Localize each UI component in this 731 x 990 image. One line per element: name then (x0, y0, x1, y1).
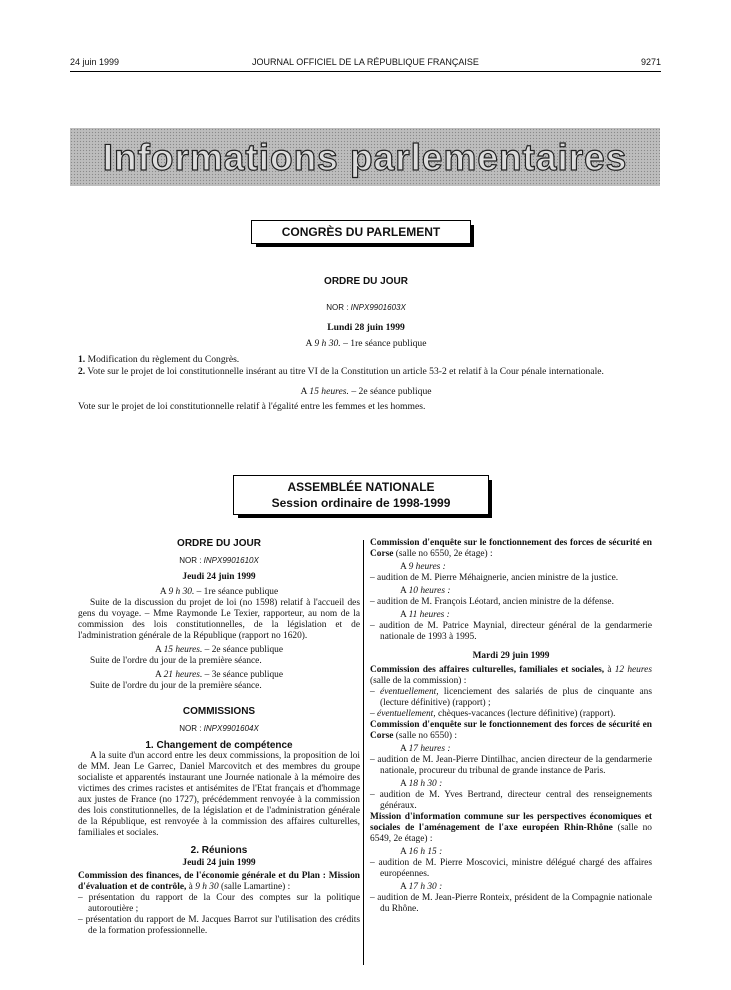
list-item: – audition de M. Pierre Méhaignerie, ancien ministre de la justice. (370, 573, 619, 583)
congres-section (78, 276, 654, 412)
list-item: – présentation du rapport de la Cour des comptes sur la politique autoroutière ; (78, 893, 360, 914)
nor-code: INPX9901603X (350, 303, 406, 312)
congres-seance-1: A 9 h 30. – 1re séance publique (305, 338, 427, 349)
header-page-number: 9271 (640, 57, 661, 67)
time-prefix: A (400, 744, 409, 754)
list-item: – audition de M. Yves Bertrand, directeur central des renseignements généraux. (370, 790, 652, 811)
commissions-nor (78, 723, 360, 734)
left-column (78, 538, 360, 937)
entry-text: à (604, 665, 615, 675)
reunions-title: 2. Réunions (190, 845, 248, 856)
an-seance-1-text: Suite de la discussion du projet de loi (no 1598) relatif à l'accueil des gens du voyage. – Mme Raymonde Le Texier, rapporteur, au nom de la commission des lois constitutionnelles, de la législation et de l'administration générale de la République (rapport no 1620). (78, 598, 360, 641)
entry-text: (salle no 6549, 2e étage) : (370, 823, 652, 844)
entry-text: (salle no 6550, 2e étage) : (393, 549, 493, 559)
seance-label: – 1re séance publique (194, 587, 279, 597)
time-slot (370, 586, 652, 597)
congres-heading-box (251, 220, 471, 244)
time-prefix: A (400, 779, 409, 789)
time-label: 9 heures : (408, 562, 446, 572)
seance-label: – 3e séance publique (202, 670, 284, 680)
mission-name: Mission d'information commune sur les perspectives économiques et sociales de l'aménagement de l'axe européen Rhin-Rhône (370, 812, 652, 833)
seance-label: – 2e séance publique (202, 645, 284, 655)
congres-vote-text: Vote sur le projet de loi constitutionnelle relatif à l'égalité entre les femmes et les hommes. (78, 401, 426, 412)
time-prefix: A (400, 882, 409, 892)
item-emphasis: éventuellement, (377, 709, 436, 719)
an-ordre-du-jour: ORDRE DU JOUR (177, 538, 261, 549)
header-journal-title: JOURNAL OFFICIEL DE LA RÉPUBLIQUE FRANÇAISE (252, 57, 479, 67)
time-label: 17 h 30 : (408, 882, 443, 892)
item-emphasis: éventuellement, (380, 687, 439, 697)
time-prefix: A (400, 610, 409, 620)
entry-text: (salle no 6550) : (393, 731, 457, 741)
list-item: – audition de M. François Léotard, ancien ministre de la défense. (370, 597, 614, 607)
list-item: – éventuellement, licenciement des salariés de plus de cinquante ans (lecture définitive) (rapport) ; (370, 687, 653, 708)
congres-nor (78, 303, 654, 312)
changement-title: 1. Changement de compétence (145, 740, 293, 751)
time-prefix: A (400, 847, 409, 857)
header-rule (70, 71, 661, 72)
an-seance-3: A 21 heures. – 3e séance publique (154, 670, 284, 680)
list-item: – audition de M. Jean-Pierre Dintilhac, ancien directeur de la gendarmerie nationale, procureur du tribunal de grande instance de Paris. (370, 755, 652, 776)
corse2-entry (370, 720, 652, 742)
list-item: – audition de M. Pierre Moscovici, ministre délégué chargé des affaires européennes. (370, 858, 652, 879)
reunions-date: Jeudi 24 juin 1999 (182, 858, 256, 868)
time-slot (370, 610, 652, 621)
item-number: 2. (78, 366, 86, 377)
time-slot (370, 744, 652, 755)
entry-time: 9 h 30 (195, 882, 219, 892)
list-item: – audition de M. Jean-Pierre Ronteix, président de la Compagnie nationale du Rhône. (370, 893, 652, 914)
commissions-title: COMMISSIONS (182, 706, 256, 717)
corse2-schedule (370, 744, 652, 812)
time-slot (370, 779, 652, 790)
time-label: 18 h 30 : (408, 779, 443, 789)
corse1-entry (370, 538, 652, 560)
item-text: chèques-vacances (lecture définitive) (rapport). (435, 709, 616, 719)
entry-text: à (186, 882, 196, 892)
running-header (70, 57, 661, 71)
commission-name: Commission des affaires culturelles, familiales et sociales, (370, 665, 605, 675)
item-number: 1. (78, 354, 86, 365)
time-slot (370, 882, 652, 893)
list-item: – présentation du rapport de M. Jacques Barrot sur l'utilisation des crédits de la formation professionnelle. (78, 915, 360, 936)
section-banner (70, 128, 660, 186)
time-slot (370, 562, 652, 573)
time-prefix: A (400, 586, 409, 596)
time-slot (370, 847, 652, 858)
seance-time: 9 h 30. (314, 338, 341, 349)
time-label: 16 h 15 : (408, 847, 443, 857)
an-nor (78, 555, 360, 566)
nor-label: NOR : (326, 303, 349, 312)
an-seance-3-text: Suite de l'ordre du jour de la première séance. (90, 681, 262, 691)
list-item (78, 366, 654, 378)
congres-ordre-du-jour: ORDRE DU JOUR (324, 276, 408, 287)
culturelles-entry (370, 665, 652, 687)
seance-time: 15 heures. (163, 645, 203, 655)
entry-text: (salle de la commission) : (370, 676, 467, 686)
commission-name: Commission des finances, de l'économie générale et du Plan : Mission d'évaluation et de contrôle, (78, 871, 360, 892)
commission-name: Commission d'enquête sur le fonctionnement des forces de sécurité en Corse (370, 720, 652, 741)
an-date: Jeudi 24 juin 1999 (182, 572, 256, 582)
changement-text: A la suite d'un accord entre les deux commissions, la proposition de loi de MM. Jean Le Garrec, Daniel Marcovitch et des membres du groupe socialiste et apparentés instaurant une Journée nationale à la mémoire des victimes des crimes racistes et antisémites de l'Etat français et d'hommage aux justes de France (no 1727), précédemment renvoyée à la commission des lois constitutionnelles, de la législation et de l'administration générale de la République, est renvoyée à la commission des affaires culturelles, familiales et sociales. (78, 751, 360, 838)
an-seance-2: A 15 heures. – 2e séance publique (154, 645, 284, 655)
list-item: – éventuellement, chèques-vacances (lecture définitive) (rapport). (370, 709, 616, 719)
mission-schedule (370, 847, 652, 915)
item-text: licenciement des salariés de plus de cinquante ans (lecture définitive) (rapport) ; (380, 687, 653, 708)
nor-code: INPX9901610X (203, 556, 259, 565)
congres-date: Lundi 28 juin 1999 (327, 322, 405, 333)
item-text: Vote sur le projet de loi constitutionnelle insérant au titre VI de la Constitution un article 53-2 et relatif à la Cour pénale internationale. (85, 366, 604, 377)
nor-label: NOR : (179, 724, 202, 733)
mission-entry (370, 812, 652, 845)
right-column (370, 538, 652, 915)
nor-code: INPX9901604X (203, 724, 259, 733)
banner-title: Informations parlementaires (102, 136, 628, 178)
entry-text: (salle Lamartine) : (218, 882, 291, 892)
seance-label: – 2e séance publique (348, 386, 432, 397)
list-item: – audition de M. Patrice Maynial, directeur général de la gendarmerie nationale de 1993 à 1995. (370, 621, 652, 642)
an-seance-2-text: Suite de l'ordre du jour de la première séance. (90, 656, 262, 666)
list-item (78, 354, 654, 366)
header-date: 24 juin 1999 (70, 57, 120, 67)
session-heading: Session ordinaire de 1998-1999 (271, 496, 451, 510)
assemblee-heading-box (233, 475, 489, 515)
seance-time: 15 heures. (309, 386, 349, 397)
seance-label: – 1re séance publique (340, 338, 427, 349)
column-divider (363, 540, 364, 965)
seance-time: 9 h 30. (168, 587, 195, 597)
time-label: 11 heures : (408, 610, 450, 620)
congres-items (78, 354, 654, 378)
an-seance-1: A 9 h 30. – 1re séance publique (159, 587, 279, 597)
corse1-schedule (370, 562, 652, 643)
congres-seance-2: A 15 heures. – 2e séance publique (300, 386, 432, 397)
finances-entry (78, 871, 360, 893)
congres-heading: CONGRÈS DU PARLEMENT (281, 225, 441, 239)
commission-name: Commission d'enquête sur le fonctionnement des forces de sécurité en Corse (370, 538, 652, 559)
mardi-date: Mardi 29 juin 1999 (472, 651, 550, 661)
nor-label: NOR : (179, 556, 202, 565)
time-prefix: A (400, 562, 409, 572)
entry-time: 12 heures (614, 665, 652, 675)
time-label: 10 heures : (408, 586, 451, 596)
assemblee-heading: ASSEMBLÉE NATIONALE (287, 480, 435, 494)
seance-time: 21 heures. (163, 670, 203, 680)
item-text: Modification du règlement du Congrès. (85, 354, 240, 365)
time-label: 17 heures : (408, 744, 451, 754)
